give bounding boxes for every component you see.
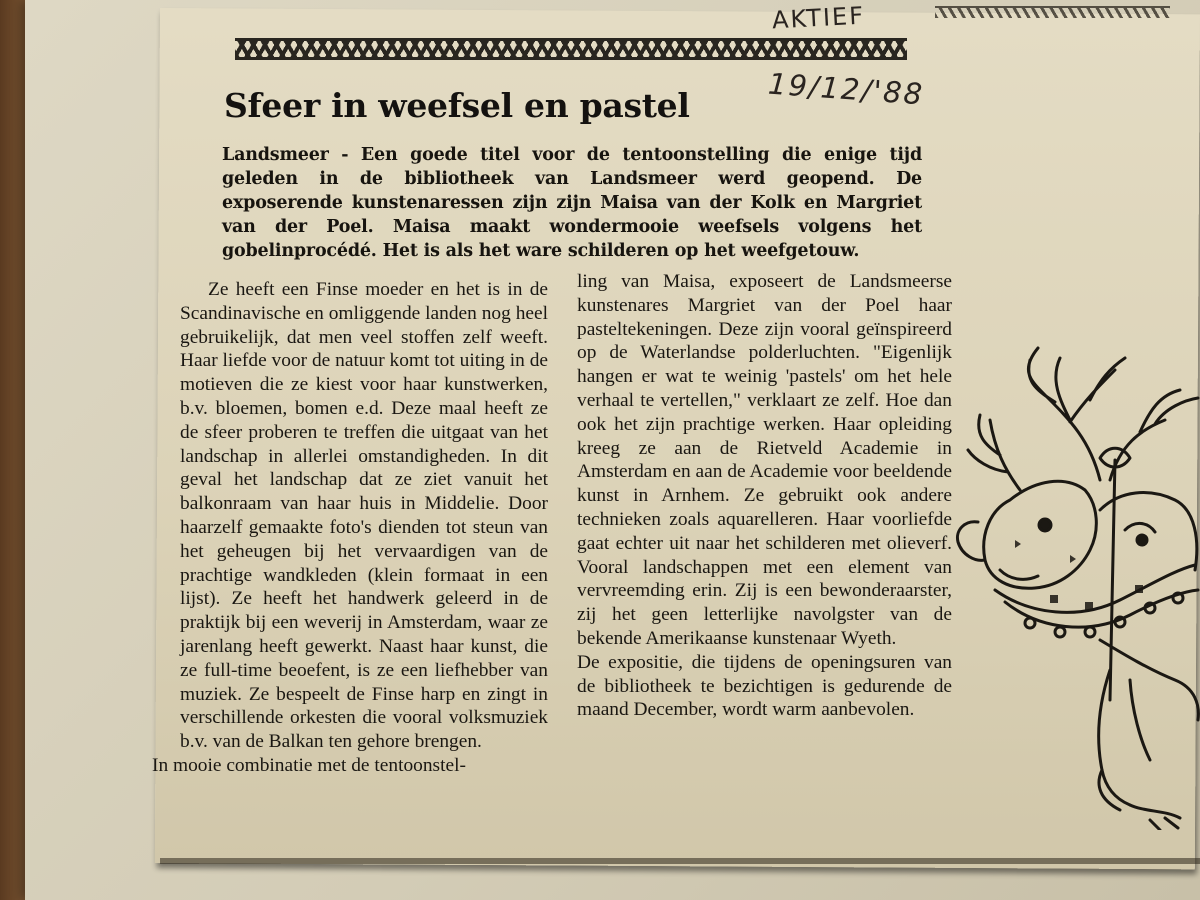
ornamental-border-remnant <box>935 6 1170 18</box>
article-column-left <box>152 278 548 778</box>
column-right-closing: De expositie, die tijdens de openingsuren van de bibliotheek te bezichtigen is gedurende de maand December, wordt warm aanbevolen. <box>577 651 952 721</box>
handwritten-source-tag: AKTIEF <box>771 1 866 35</box>
column-right-body: ling van Maisa, exposeert de Landsmeerse kunstenares Margriet van der Poel haar pasteltekeningen. Deze zijn vooral geïnspireerd op de Waterlandse polderluchten. "Eigenlijk hangen er wat te weinig 'pastels' om het hele verhaal te vertellen," verklaart ze zelf. Hoe dan ook het zijn prachtige werken. Haar opleiding kreeg ze aan de Rietveld Academie in Amsterdam en aan de Academie voor beeldende kunst in Arnhem. Ze gebruikt ook andere technieken zoals aquarelleren. Haar voorliefde gaat echter uit naar het schilderen met olieverf. Vooral landschappen met een element van vervreemding erin. Zij is een bewonderaarster, zij het geen letterlijke navolgster van de bekende Amerikaanse kunstenaar Wyeth. <box>577 271 952 649</box>
article-lead-text: Een goede titel voor de tentoonstelling die enige tijd geleden in de bibliotheek van Landsmeer werd geopend. De exposerende kunstenaressen zijn zijn Maisa van der Kolk en Margriet van der Poel. Maisa maakt wondermooie weefsels volgens het gobelinprocédé. Het is als het ware schilderen op het weefgetouw. <box>222 145 922 261</box>
reindeer-illustration-icon <box>950 340 1200 830</box>
article-column-right <box>577 270 952 722</box>
ornamental-border-top <box>235 38 907 60</box>
handwritten-date: 19/12/'88 <box>767 66 926 112</box>
article-lead <box>222 143 922 263</box>
article-dateline: Landsmeer - <box>222 145 349 165</box>
article-headline: Sfeer in weefsel en pastel <box>224 86 690 125</box>
clipping-shadow <box>160 858 1200 864</box>
column-left-tail: In mooie combinatie met de tentoonstel- <box>152 754 466 776</box>
column-left-body: Ze heeft een Finse moeder en het is in de Scandinavische en omliggende landen nog heel gebruikelijk, dat men veel stoffen zelf weeft. Haar liefde voor de natuur komt tot uiting in de motieven die ze kiest voor haar kunstwerken, b.v. bloemen, bomen e.d. Deze maal heeft ze de sfeer proberen te treffen die uitgaat van het landschap in allerlei omstandigheden. In dit geval het landschap dat ze ziet vanuit het balkonraam van haar huis in Middelie. Door haarzelf gemaakte foto's dienden tot steun van het geheugen bij het vervaardigen van de prachtige wandkleden (klein formaat in een lijst). Ze heeft het handwerk geleerd in de praktijk bij een weverij in Amsterdam, waar ze jarenlang heeft gewerkt. Naast haar kunst, die ze full-time beoefent, is ze een liefhebber van muziek. Ze bespeelt de Finse harp en zingt in verschillende orkesten die vooral volksmuziek b.v. van de Balkan ten gehore brengen. <box>180 279 548 753</box>
